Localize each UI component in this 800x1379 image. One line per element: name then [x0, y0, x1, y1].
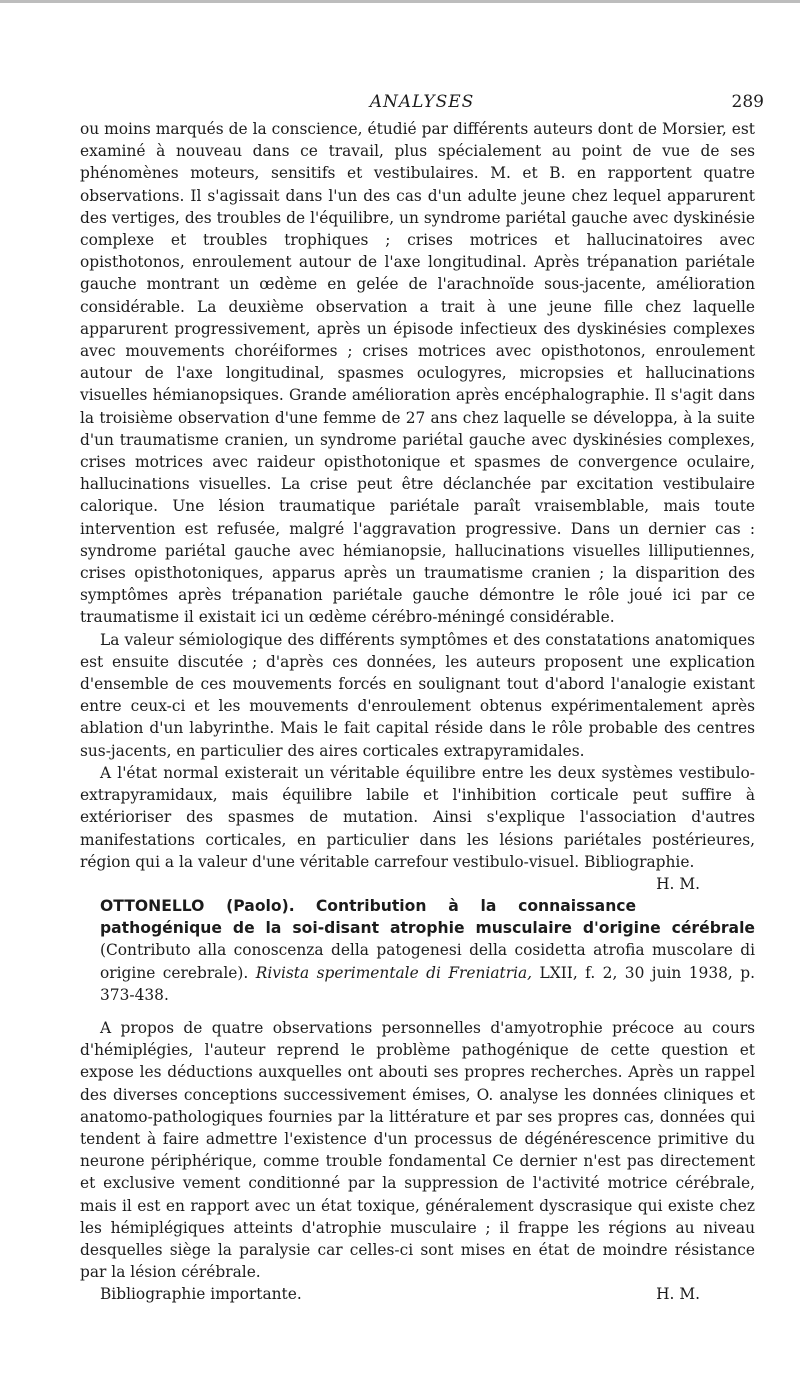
entry-author: OTTONELLO (Paolo). — [100, 896, 295, 915]
review-paragraph: ou moins marqués de la conscience, étudié par différents auteurs dont de Morsier, est examiné à nouveau dans ce travail, plus spécialement au point de vue de ses phénomènes moteurs, sensitifs et vestibulaires. M. et B. en rapportent quatre observations. Il s'agissait dans l'un des cas d'un adulte jeune chez lequel apparurent des vertiges, des troubles de l'équilibre, un syndrome pariétal gauche avec dyskinésie complexe et troubles trophiques ; crises motrices et hallucinatoires avec opisthotonos, enroulement autour de l'axe longitudinal. Après trépanation pariétale gauche montrant un œdème en gelée de l'arachnoïde sous-jacente, amélioration considérable. La deuxième observation a trait à une jeune fille chez laquelle apparurent progressivement, après un épisode infectieux des dyskinésies complexes avec mouvements choréiformes ; crises motrices avec opisthotonos, enroulement autour de l'axe longitudinal, spasmes oculogyres, micropsies et hallucinations visuelles hémianopsiques. Grande amélioration après encéphalographie. Il s'agit dans la troisième observation d'une femme de 27 ans chez laquelle se développa, à la suite d'un traumatisme cranien, un syndrome pariétal gauche avec dyskinésies complexes, crises motrices avec raideur opisthotonique et spasmes de convergence oculaire, hallucinations visuelles. La crise peut être déclanchée par excitation vestibulaire calorique. Une lésion traumatique pariétale paraît vraisemblable, mais toute intervention est refusée, malgré l'aggravation progressive. Dans un dernier cas : syndrome pariétal gauche avec hémianopsie, hallucinations visuelles lilliputiennes, crises opisthotoniques, apparus après un traumatisme cranien ; la disparition des symptômes après trépanation pariétale gauche démontre le rôle joué ici par ce traumatisme il existait ici un œdème cérébro-méningé considérable. — [80, 120, 755, 627]
entry-citation: LXII, f. 2, 30 juin 1938, p. 373-438. — [100, 963, 756, 1004]
page-body — [80, 118, 755, 1306]
reviewer-signature: H. M. — [656, 1285, 700, 1304]
entry-journal: Rivista sperimentale di Freniatria, — [255, 963, 533, 982]
running-title: ANALYSES — [369, 92, 475, 112]
review-paragraph — [80, 762, 755, 893]
review-paragraph: A propos de quatre observations personnelles d'amyotrophie précoce au cours d'hémiplégies, l'auteur reprend le problème pathogénique de cette question et expose les déductions auxquelles ont abouti ses propres recherches. Après un rappel des diverses conceptions successivement émises, O. analyse les données cliniques et anatomo-pathologiques fournies par la littérature et par ses propres cas, données qui tendent à faire admettre l'existence d'un processus de dégénérescence primitive du neurone périphérique, comme trouble fondamental Ce dernier n'est pas directement et exclusive vement conditionné par la suppression de l'activité motrice cérébrale, mais il est en rapport avec un état toxique, généralement dyscrasique qui existe chez les hémiplégiques atteints d'atrophie musculaire ; il frappe les régions au niveau desquelles siège la paralysie car celles-ci sont mises en état de moindre résistance par la lésion cérébrale. — [80, 1018, 755, 1282]
page-header — [80, 92, 764, 114]
review-paragraph: La valeur sémiologique des différents symptômes et des constatations anatomiques est ensuite discutée ; d'après ces données, les auteurs proposent une explication d'ensemble de ces mouvements forcés en soulignant tout d'abord l'analogie existant entre ceux-ci et les mouvements d'enroulement obtenus expérimentalement après ablation d'un labyrinthe. Mais le fait capital réside dans le rôle probable des centres sus-jacents, en particulier des aires corticales extrapyramidales. — [80, 630, 755, 760]
bibliographic-entry — [80, 895, 755, 1006]
entry-title-french: Contribution à la connaissance pathogénique de la soi-disant atrophie musculaire d'origine cérébrale — [100, 896, 755, 938]
entry-title-italian: (Contributo alla conoscenza della patogenesi della cosidetta atrofia muscolare di origine cerebrale). — [100, 941, 755, 982]
review-paragraph-text: A l'état normal existerait un véritable équilibre entre les deux systèmes vestibulo-extrapyramidaux, mais équilibre labile et l'inhibition corticale peut suffire à extérioriser des spasmes de mutation. Ainsi s'explique l'association d'autres manifestations corticales, en particulier dans les lésions pariétales postérieures, région qui a la valeur d'une véritable carrefour vestibulo-visuel. Bibliographie. — [80, 763, 755, 871]
entry-spacer — [80, 1006, 755, 1017]
bibliography-line — [80, 1283, 755, 1305]
bibliography-note: Bibliographie importante. — [100, 1285, 302, 1304]
reviewer-signature: H. M. — [656, 874, 700, 893]
review-section-continued — [80, 118, 755, 893]
page-number: 289 — [731, 92, 764, 112]
top-border-rule — [0, 0, 800, 3]
review-section-ottonello — [80, 895, 755, 1306]
